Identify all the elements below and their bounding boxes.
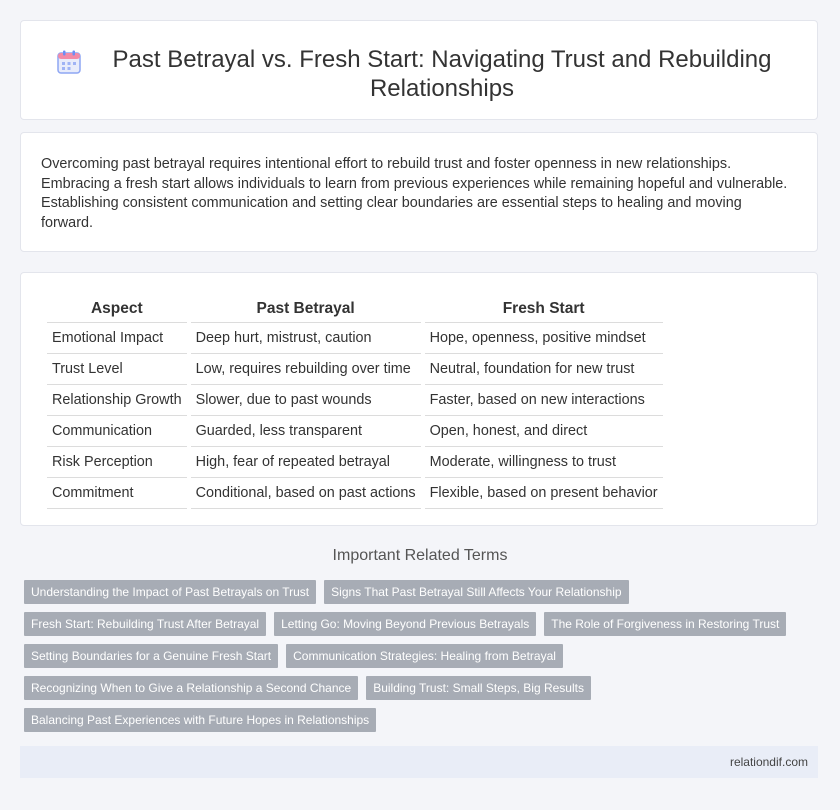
cell-aspect: Relationship Growth (47, 385, 187, 416)
cell-past-betrayal: High, fear of repeated betrayal (191, 447, 421, 478)
related-terms-row (24, 644, 814, 676)
cell-fresh-start: Neutral, foundation for new trust (425, 354, 663, 385)
table-row (47, 354, 663, 385)
cell-past-betrayal: Low, requires rebuilding over time (191, 354, 421, 385)
related-term-tag[interactable]: Building Trust: Small Steps, Big Results (366, 676, 591, 700)
cell-aspect: Emotional Impact (47, 323, 187, 354)
table-row (47, 447, 663, 478)
cell-fresh-start: Flexible, based on present behavior (425, 478, 663, 509)
cell-past-betrayal: Guarded, less transparent (191, 416, 421, 447)
related-term-tag[interactable]: Balancing Past Experiences with Future Hopes in Relationships (24, 708, 376, 732)
comparison-table (43, 297, 667, 509)
calendar-icon (56, 49, 82, 75)
related-term-tag[interactable]: Understanding the Impact of Past Betrayals on Trust (24, 580, 316, 604)
footer (20, 746, 818, 778)
table-row (47, 323, 663, 354)
cell-past-betrayal: Conditional, based on past actions (191, 478, 421, 509)
table-header-row (47, 297, 663, 323)
related-term-tag[interactable]: Recognizing When to Give a Relationship a Second Chance (24, 676, 358, 700)
summary-card (20, 132, 818, 252)
summary-text: Overcoming past betrayal requires intentional effort to rebuild trust and foster openness in new relationships. Embracing a fresh start allows individuals to learn from previous experiences while remaining hopeful and vulnerable. Establishing consistent communication and setting clear boundaries are essential steps to healing and moving forward. (41, 156, 788, 231)
related-term-tag[interactable]: Fresh Start: Rebuilding Trust After Betrayal (24, 612, 266, 636)
cell-fresh-start: Open, honest, and direct (425, 416, 663, 447)
related-term-tag[interactable]: Communication Strategies: Healing from Betrayal (286, 644, 563, 668)
related-terms-list (24, 580, 814, 740)
header-aspect: Aspect (47, 297, 187, 323)
related-terms-row (24, 612, 814, 644)
footer-site-link[interactable]: relationdif.com (729, 755, 808, 769)
table-row (47, 478, 663, 509)
cell-past-betrayal: Slower, due to past wounds (191, 385, 421, 416)
related-term-tag[interactable]: The Role of Forgiveness in Restoring Trust (544, 612, 786, 636)
related-term-tag[interactable]: Letting Go: Moving Beyond Previous Betrayals (274, 612, 536, 636)
related-term-tag[interactable]: Setting Boundaries for a Genuine Fresh Start (24, 644, 278, 668)
page-title: Past Betrayal vs. Fresh Start: Navigating Trust and Rebuilding Relationships (112, 46, 772, 102)
title-card (20, 20, 818, 120)
header-fresh-start: Fresh Start (425, 297, 663, 323)
cell-aspect: Trust Level (47, 354, 187, 385)
related-terms-row (24, 708, 814, 740)
cell-fresh-start: Hope, openness, positive mindset (425, 323, 663, 354)
comparison-card (20, 272, 818, 526)
related-term-tag[interactable]: Signs That Past Betrayal Still Affects Your Relationship (324, 580, 628, 604)
cell-aspect: Communication (47, 416, 187, 447)
cell-aspect: Commitment (47, 478, 187, 509)
related-terms-row (24, 676, 814, 708)
table-row (47, 385, 663, 416)
related-terms-row (24, 580, 814, 612)
header-past-betrayal: Past Betrayal (191, 297, 421, 323)
cell-fresh-start: Moderate, willingness to trust (425, 447, 663, 478)
table-row (47, 416, 663, 447)
cell-aspect: Risk Perception (47, 447, 187, 478)
cell-fresh-start: Faster, based on new interactions (425, 385, 663, 416)
cell-past-betrayal: Deep hurt, mistrust, caution (191, 323, 421, 354)
related-terms-title: Important Related Terms (332, 547, 508, 564)
